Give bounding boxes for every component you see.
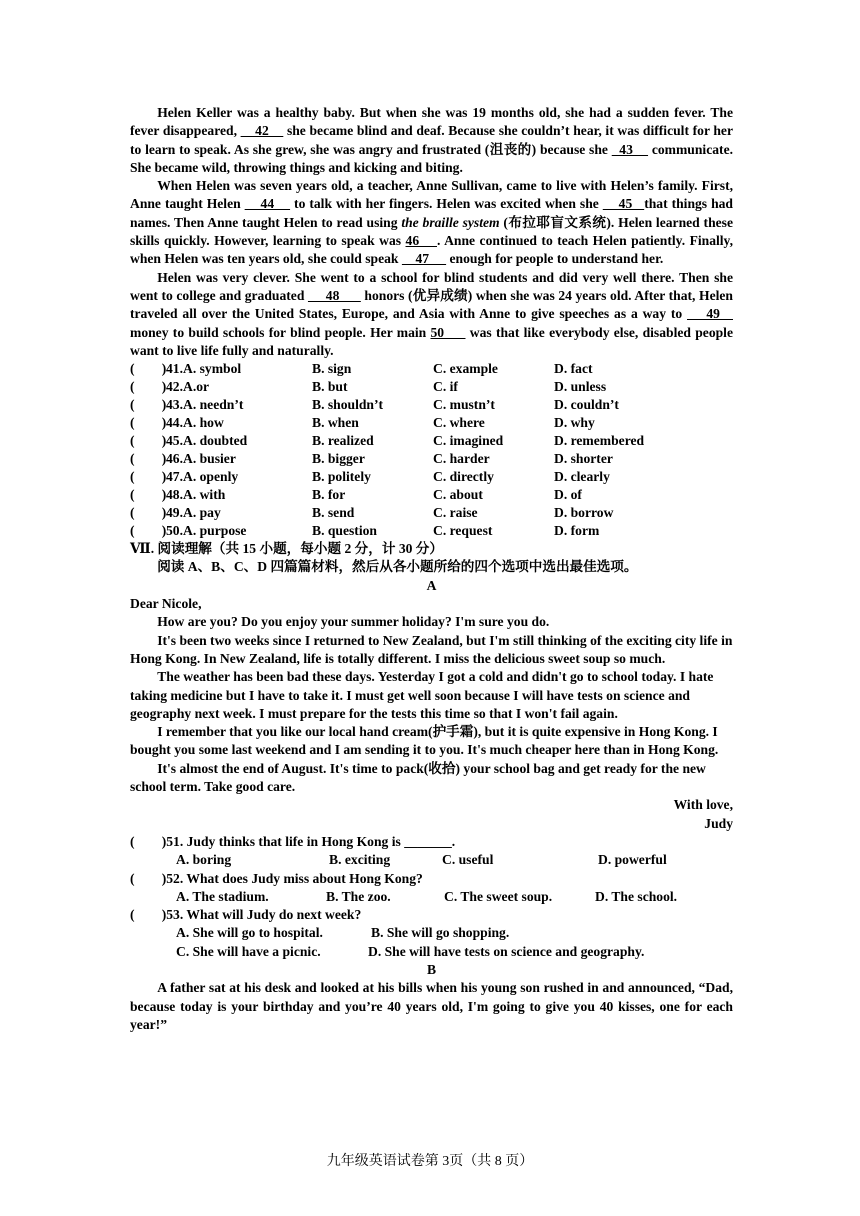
letter-paragraph: The weather has been bad these days. Yesterday I got a cold and didn't go to school today. I hate taking medicine but I have to take it. I must get well soon because I will have tests on science and geography next week. I must prepare for the tests this time so that I won't fail again. xyxy=(130,669,714,721)
letter-paragraph: How are you? Do you enjoy your summer holiday? I'm sure you do. xyxy=(157,614,550,630)
blank-45: 45 xyxy=(602,196,645,212)
answer-paren[interactable]: ( ) xyxy=(130,361,167,377)
blank-47: 47 xyxy=(401,251,447,267)
section-heading: Ⅶ. 阅读理解（共 15 小题，每小题 2 分，计 30 分） xyxy=(130,541,443,557)
cloze-questions xyxy=(130,360,733,540)
question-53: ( )53. What will Judy do next week? A. She will go to hospital. B. She will go shopping. C. She will have a picnic. D. She will have tests on science and geography. xyxy=(130,907,645,959)
section-instruction: 阅读 A、B、C、D 四篇篇材料，然后从各小题所给的四个选项中选出最佳选项。 xyxy=(157,559,638,575)
passage-label-b: B xyxy=(426,961,437,977)
blank-43: 43 xyxy=(611,141,649,157)
question-row: ( ) 48.A. with B. for C. about D. of xyxy=(130,487,582,503)
passage-b-text: A father sat at his desk and looked at his bills when his young son rushed in and announced, “Dad, because today is your birthday and you’re 40 years old, I'm going to give you 40 kisses, one for each year!” xyxy=(130,980,733,1032)
answer-paren[interactable]: ( ) xyxy=(130,379,167,395)
question-row: ( ) 42.A.or B. but C. if D. unless xyxy=(130,379,607,395)
question-row: ( ) 41.A. symbol B. sign C. example D. fact xyxy=(130,361,593,377)
answer-paren[interactable]: ( xyxy=(130,907,162,923)
answer-paren[interactable]: ( ) xyxy=(130,415,167,431)
letter-paragraph: It's almost the end of August. It's time to pack(收拾) your school bag and get ready for the new school term. Take good care. xyxy=(130,760,706,795)
answer-paren[interactable]: ( ) xyxy=(130,397,167,413)
answer-paren[interactable]: ( ) xyxy=(130,487,167,503)
question-row: ( ) 44.A. how B. when C. where D. why xyxy=(130,415,595,431)
letter-paragraph: I remember that you like our local hand cream(护手霜), but it is quite expensive in Hong Kong. I bought you some last weekend and I am sending it to you. It's much cheaper here than in Hong Kong. xyxy=(130,724,719,758)
question-row: ( ) 47.A. openly B. politely C. directly D. clearly xyxy=(130,469,610,485)
answer-paren[interactable]: ( ) xyxy=(130,523,167,539)
answer-paren[interactable]: ( xyxy=(130,833,162,849)
question-row: ( ) 43.A. needn’t B. shouldn’t C. mustn’t D. couldn’t xyxy=(130,397,619,413)
page-footer: 九年级英语试卷第 3页（共 8 页） xyxy=(326,1154,534,1169)
passage-label-a: A xyxy=(426,577,437,593)
answer-paren[interactable]: ( ) xyxy=(130,469,167,485)
blank-44: 44 xyxy=(244,196,291,212)
answer-paren[interactable]: ( ) xyxy=(130,433,167,449)
blank-49: 49 xyxy=(687,306,733,322)
blank-46: 46 xyxy=(405,233,437,249)
question-row: ( ) 49.A. pay B. send C. raise D. borrow xyxy=(130,505,614,521)
question-row: ( ) 46.A. busier B. bigger C. harder D. shorter xyxy=(130,451,613,467)
cloze-paragraph-3: Helen was very clever. She went to a school for blind students and did very well there. Then she went to college and graduated 48 honors (优异成绩) when she was 24 years old. After that, Helen traveled all over the United States, Europe, and Asia with Anne to give speeches as a way to 49 money to build schools for blind people. Her main 50 was that like everybody else, disabled people want to live life fully and naturally. xyxy=(130,269,733,358)
exam-page xyxy=(130,104,733,1034)
blank-48: 48 xyxy=(307,287,361,303)
letter-closing: With love, xyxy=(673,797,733,813)
blank-42: 42 xyxy=(240,123,284,139)
blank-50: 50 xyxy=(430,324,466,340)
cloze-paragraph-2: When Helen was seven years old, a teacher, Anne Sullivan, came to live with Helen’s family. First, Anne taught Helen 44 to talk with her fingers. Helen was excited when she 45 that things had names. Then Anne taught Helen to read using the braille system (布拉耶盲文系统). Helen learned these skills quickly. However, learning to speak was 46 . Anne continued to teach Helen patiently. Finally, when Helen was ten years old, she could speak 47 enough for people to understand her. xyxy=(130,178,734,267)
question-52: ( )52. What does Judy miss about Hong Kong? A. The stadium. B. The zoo. C. The sweet soup. D. The school. xyxy=(130,870,678,904)
answer-paren[interactable]: ( xyxy=(130,870,162,886)
answer-paren[interactable]: ( ) xyxy=(130,505,167,521)
answer-paren[interactable]: ( ) xyxy=(130,451,167,467)
question-row: ( ) 50.A. purpose B. question C. request D. form xyxy=(130,523,600,539)
letter-salutation: Dear Nicole, xyxy=(130,596,202,612)
question-row: ( ) 45.A. doubted B. realized C. imagined D. remembered xyxy=(130,433,645,449)
letter-paragraph: It's been two weeks since I returned to New Zealand, but I'm still thinking of the exciting city life in Hong Kong. In New Zealand, life is totally different. I miss the delicious sweet soup so much. xyxy=(130,632,733,666)
question-51: ( )51. Judy thinks that life in Hong Kong is _______. A. boring B. exciting C. useful D. powerful xyxy=(130,833,667,868)
letter-signature: Judy xyxy=(704,815,733,831)
cloze-paragraph-1: Helen Keller was a healthy baby. But when she was 19 months old, she had a sudden fever. The fever disappeared, 42 she became blind and deaf. Because she couldn’t hear, it was difficult for her to learn to speak. As she grew, she was angry and frustrated (沮丧的) because she 43 communicate. She became wild, throwing things and kicking and biting. xyxy=(130,105,733,175)
